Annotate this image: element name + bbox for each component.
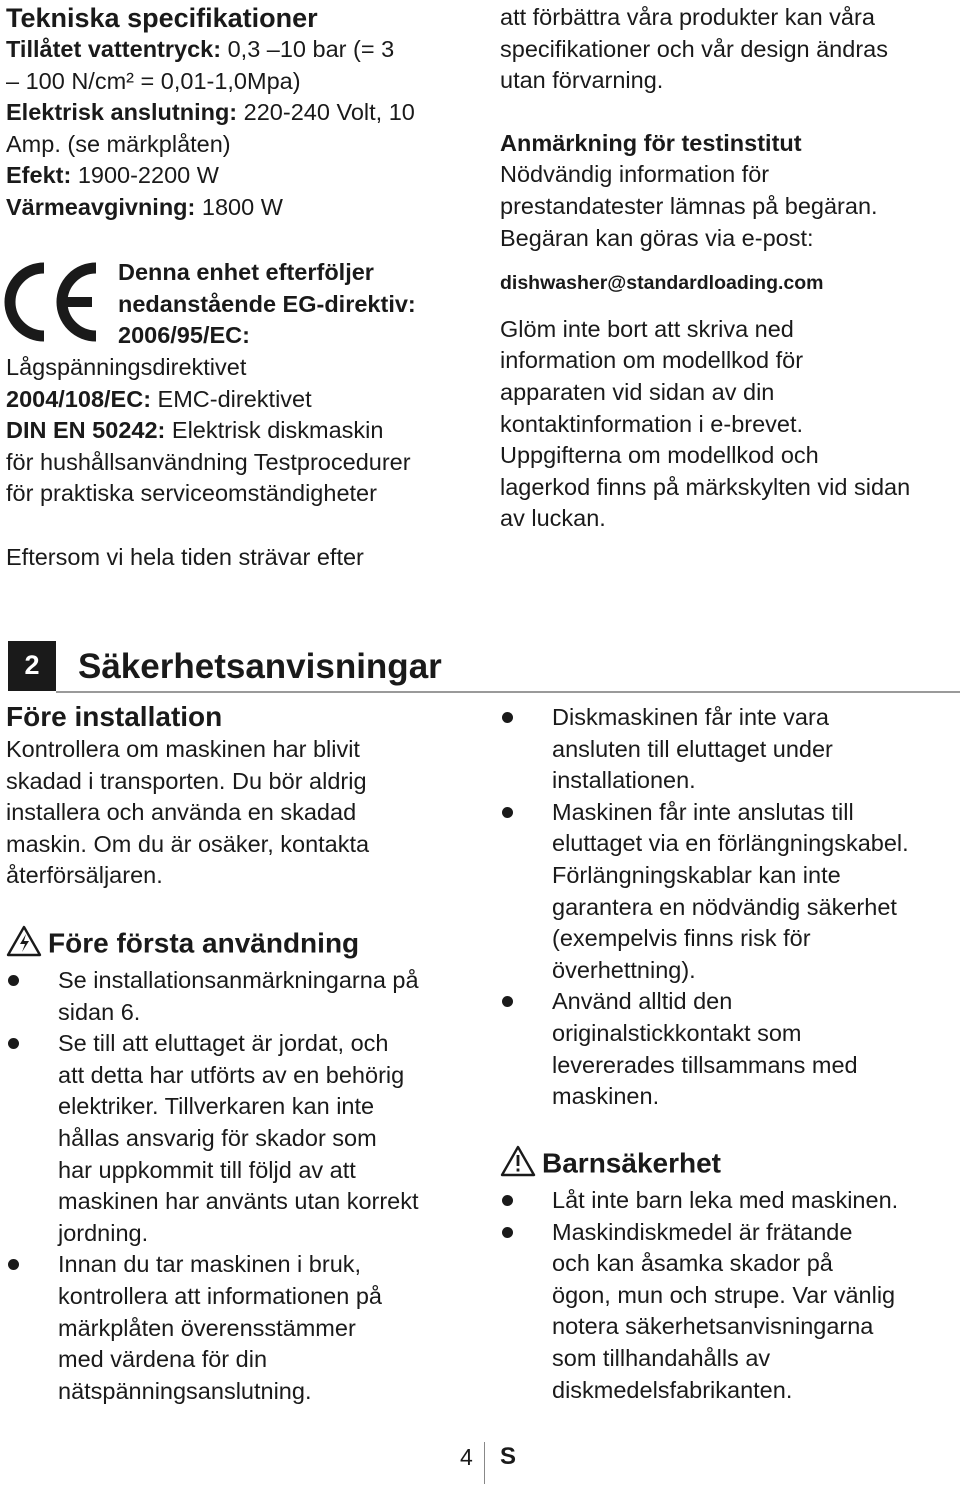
reminder-line-4: kontaktinformation i e-brevet. — [500, 410, 804, 437]
section-rule — [56, 691, 960, 693]
effect: Efekt: 1900-2200 W — [6, 162, 219, 189]
page-number: 4 — [460, 1444, 473, 1470]
before-installation — [6, 700, 476, 892]
continued-line-3: utan förvarning. — [500, 67, 664, 94]
list-item: Se installationsanmärkningarna på sidan 6. — [6, 965, 486, 1028]
child-safety — [500, 1145, 960, 1406]
reminder-line-6: lagerkod finns på märkskylten vid sidan — [500, 473, 911, 500]
reminder-line-3: apparaten vid sidan av din — [500, 378, 775, 405]
tech-specs-right — [500, 2, 960, 535]
bullet-dot-icon — [8, 975, 19, 986]
continued-line-1: att förbättra våra produkter kan våra — [500, 4, 875, 30]
before-install-line-5: återförsäljaren. — [6, 862, 163, 889]
first-use-list — [6, 965, 486, 1407]
list-item: Låt inte barn leka med maskinen. — [500, 1185, 960, 1217]
reminder-line-1: Glöm inte bort att skriva ned — [500, 315, 794, 342]
before-install-line-2: skadad i transporten. Du bör aldrig — [6, 767, 367, 794]
before-install-line-1: Kontrollera om maskinen har blivit — [6, 736, 360, 762]
language-code: S — [500, 1443, 517, 1470]
reminder-line-7: av luckan. — [500, 505, 606, 532]
water-pressure-cont: – 100 N/cm² = 0,01-1,0Mpa) — [6, 67, 301, 94]
list-item: Se till att eluttaget är jordat, och att detta har utförts av en behörig elektriker. Tillverkaren kan inte hållas ansvarig för skador som har uppkommit till följd av att maskinen har använts utan korrekt jordning. — [6, 1028, 486, 1249]
footer-divider — [484, 1442, 485, 1484]
bullet-dot-icon — [502, 1227, 513, 1238]
list-item: Maskinen får inte anslutas till eluttaget via en förlängningskabel. Förlängningskablar kan inte garantera en nödvändig säkerhet (exempelvis finns risk för överhettning). — [500, 797, 960, 987]
tech-specs — [6, 2, 476, 224]
safety-bullets — [500, 702, 960, 1113]
electrical-connection-cont: Amp. (se märkplåten) — [6, 130, 231, 157]
reminder-line-5: Uppgifterna om modellkod och — [500, 442, 819, 469]
list-item: Använd alltid den originalstickkontakt som levererades tillsammans med maskinen. — [500, 986, 960, 1112]
bullet-dot-icon — [8, 1259, 19, 1270]
continued-line-2: specifikationer och vår design ändras — [500, 35, 888, 62]
ce-mark-icon — [4, 262, 100, 342]
child-safety-heading — [500, 1145, 960, 1185]
reminder-line-2: information om modellkod för — [500, 347, 804, 374]
ce-line-3: 2006/95/EC: — [118, 322, 250, 349]
before-installation-title: Före installation — [6, 701, 223, 732]
list-item: Maskindiskmedel är frätande och kan åsamka skador på ögon, mun och strupe. Var vänlig notera säkerhetsanvisningarna som tillhandahålls av diskmedelsfabrikanten. — [500, 1217, 960, 1407]
bullet-dot-icon — [502, 807, 513, 818]
before-install-line-4: maskin. Om du är osäker, kontakta — [6, 830, 370, 857]
first-use-heading — [6, 925, 486, 965]
safety-list — [500, 702, 960, 1113]
list-item: Innan du tar maskinen i bruk, kontrollera att informationen på märkplåten överensstämmer med värdena för din nätspänningsanslutning. — [6, 1249, 486, 1407]
first-use — [6, 925, 486, 1407]
section-number: 2 — [8, 641, 56, 691]
water-pressure: Tillåtet vattentryck: 0,3 –10 bar (= 3 — [6, 36, 395, 62]
list-item: Diskmaskinen får inte vara ansluten till eluttaget under installationen. — [500, 702, 960, 797]
child-safety-title: Barnsäkerhet — [542, 1147, 721, 1179]
directives — [6, 352, 476, 574]
test-note-line-1: Nödvändig information för — [500, 161, 770, 188]
emc-directive: 2004/108/EC: EMC-direktivet — [6, 385, 312, 412]
ce-directive-text — [118, 257, 416, 352]
test-institute-title: Anmärkning för testinstitut — [500, 129, 802, 156]
email-address[interactable]: dishwasher@standardloading.com — [500, 272, 824, 295]
test-note-line-3: Begäran kan göras via e-post: — [500, 224, 814, 251]
child-safety-list — [500, 1185, 960, 1406]
bullet-dot-icon — [502, 712, 513, 723]
bullet-dot-icon — [502, 1195, 513, 1206]
din-standard: DIN EN 50242: Elektrisk diskmaskin — [6, 417, 384, 444]
test-note-line-2: prestandatester lämnas på begäran. — [500, 192, 878, 219]
tech-specs-title: Tekniska specifikationer — [6, 3, 318, 33]
section-title: Säkerhetsanvisningar — [78, 647, 442, 686]
electrical-connection: Elektrisk anslutning: 220-240 Volt, 10 — [6, 99, 415, 126]
before-install-line-3: installera och använda en skadad — [6, 799, 357, 826]
first-use-title: Före första användning — [48, 927, 360, 959]
strive-text: Eftersom vi hela tiden strävar efter — [6, 543, 364, 570]
din-standard-line-3: för praktiska serviceomständigheter — [6, 480, 377, 507]
bullet-dot-icon — [502, 996, 513, 1007]
ce-line-1: Denna enhet efterföljer — [118, 259, 374, 285]
warning-triangle-icon — [6, 925, 42, 965]
din-standard-line-2: för hushållsanvändning Testprocedurer — [6, 448, 411, 475]
bullet-dot-icon — [8, 1038, 19, 1049]
low-voltage-directive: Lågspänningsdirektivet — [6, 354, 247, 380]
heat-output: Värmeavgivning: 1800 W — [6, 193, 283, 220]
warning-triangle-icon — [500, 1145, 536, 1185]
ce-line-2: nedanstående EG-direktiv: — [118, 290, 416, 317]
